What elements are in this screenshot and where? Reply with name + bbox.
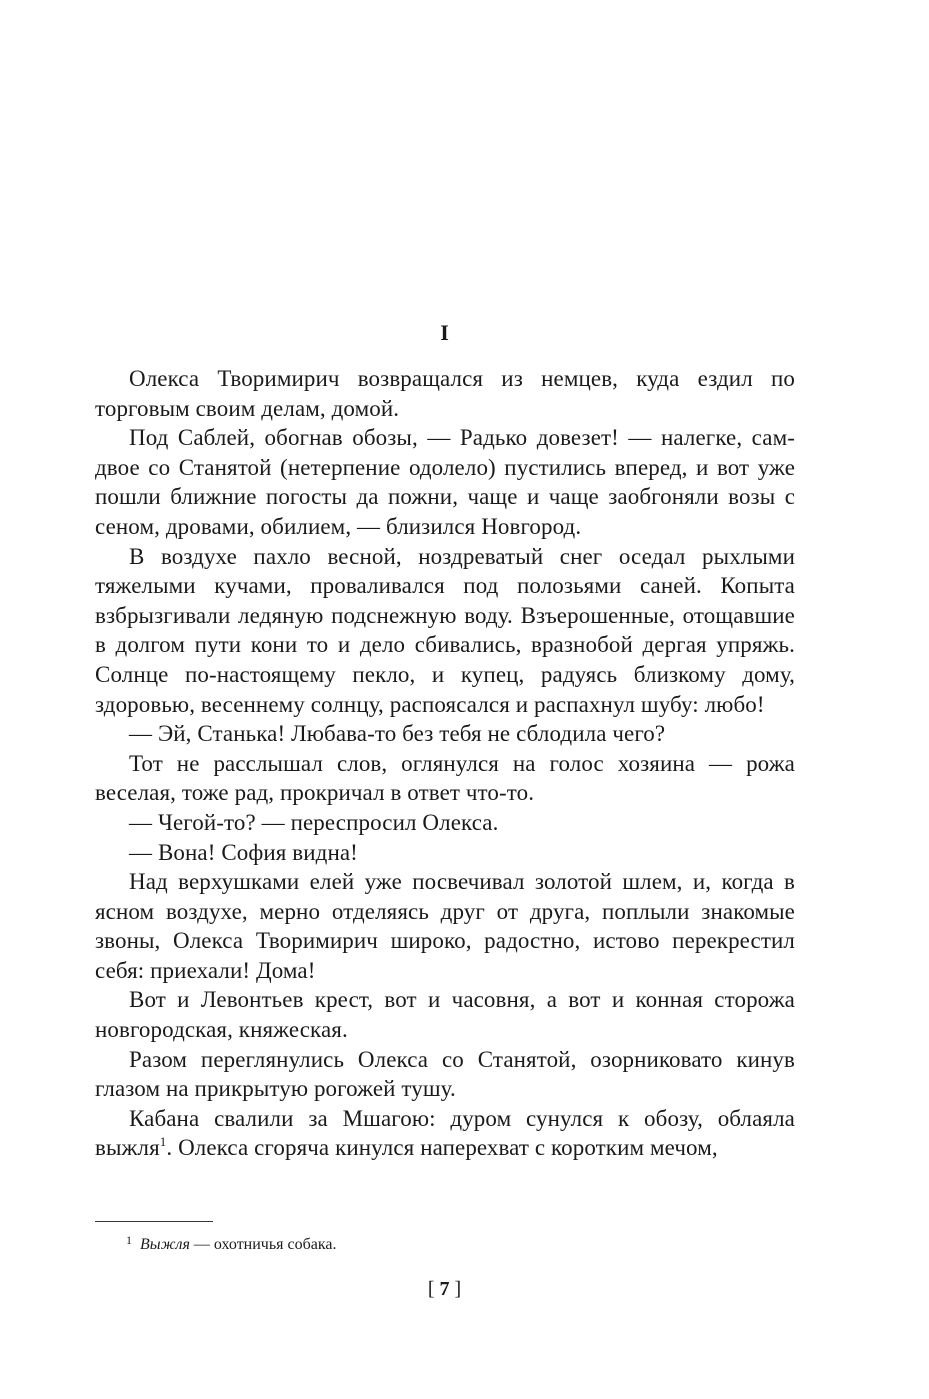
chapter-number: I bbox=[440, 320, 449, 345]
paragraph: Вот и Левонтьев крест, вот и часовня, а вот и конная сторожа новгородская, княжеская. bbox=[95, 987, 795, 1043]
footnote-term: Выжля bbox=[140, 1236, 190, 1253]
paragraph: Над верхушками елей уже посвечивал золотой шлем, и, когда в ясном воздухе, мерно отделяясь друг от друга, поплыли знакомые звоны, Олекса Творимирич широко, радостно, истово перекрестил себя: приехали! Дома! bbox=[95, 869, 795, 983]
page-number-open-bracket: [ bbox=[427, 1278, 435, 1300]
paragraph: Разом переглянулись Олекса со Станятой, озорниковато кинув глазом на прикрытую рогожей тушу. bbox=[95, 1046, 795, 1102]
footnote-mark: 1 bbox=[126, 1233, 132, 1247]
page-number-close-bracket: ] bbox=[454, 1278, 462, 1300]
page-number bbox=[0, 1274, 889, 1304]
footnote-definition: — охотничья собака. bbox=[189, 1236, 337, 1253]
paragraph-text-start: Кабана свалили за Мшагою: дуром сунулся к обозу, облаяла выжля bbox=[95, 1105, 795, 1161]
footnote bbox=[126, 1228, 336, 1257]
paragraph-text-end: . Олекса сгоряча кинулся наперехват с коротким мечом, bbox=[166, 1135, 718, 1161]
body-text bbox=[95, 364, 795, 1163]
page-number-value: 7 bbox=[439, 1278, 450, 1300]
footnote-divider bbox=[95, 1221, 213, 1222]
dialog-line: — Эй, Станька! Любава-то без тебя не сблодила чего? bbox=[129, 721, 666, 747]
footnote-reference[interactable]: 1 bbox=[159, 1134, 167, 1150]
paragraph: Под Саблей, обогнав обозы, — Радько довезет! — налегке, сам-двое со Станятой (нетерпение одолело) пустились вперед, и вот уже пошли ближние погосты да пожни, чаще и чаще заобгоняли возы с сеном, дровами, обилием, — близился Новгород. bbox=[95, 425, 795, 539]
paragraph: Тот не расслышал слов, оглянулся на голос хозяина — рожа веселая, тоже рад, прокричал в ответ что-то. bbox=[95, 750, 795, 806]
paragraph: В воздухе пахло весной, ноздреватый снег оседал рыхлыми тяжелыми кучами, проваливался под полозьями саней. Копыта взбрызгивали ледяную подснежную воду. Взъерошенные, отощавшие в долгом пути кони то и дело сбивались, вразнобой дергая упряжь. Солнце по-настоящему пекло, и купец, радуясь близкому дому, здоровью, весеннему солнцу, распоясался и распахнул шубу: любо! bbox=[95, 543, 795, 717]
paragraph-with-footnote bbox=[95, 1104, 795, 1163]
dialog-line: — Чегой-то? — переспросил Олекса. bbox=[129, 809, 499, 835]
paragraph: Олекса Творимирич возвращался из немцев, куда ездил по торговым своим делам, домой. bbox=[95, 366, 795, 421]
dialog-line: — Вона! София видна! bbox=[129, 839, 358, 865]
